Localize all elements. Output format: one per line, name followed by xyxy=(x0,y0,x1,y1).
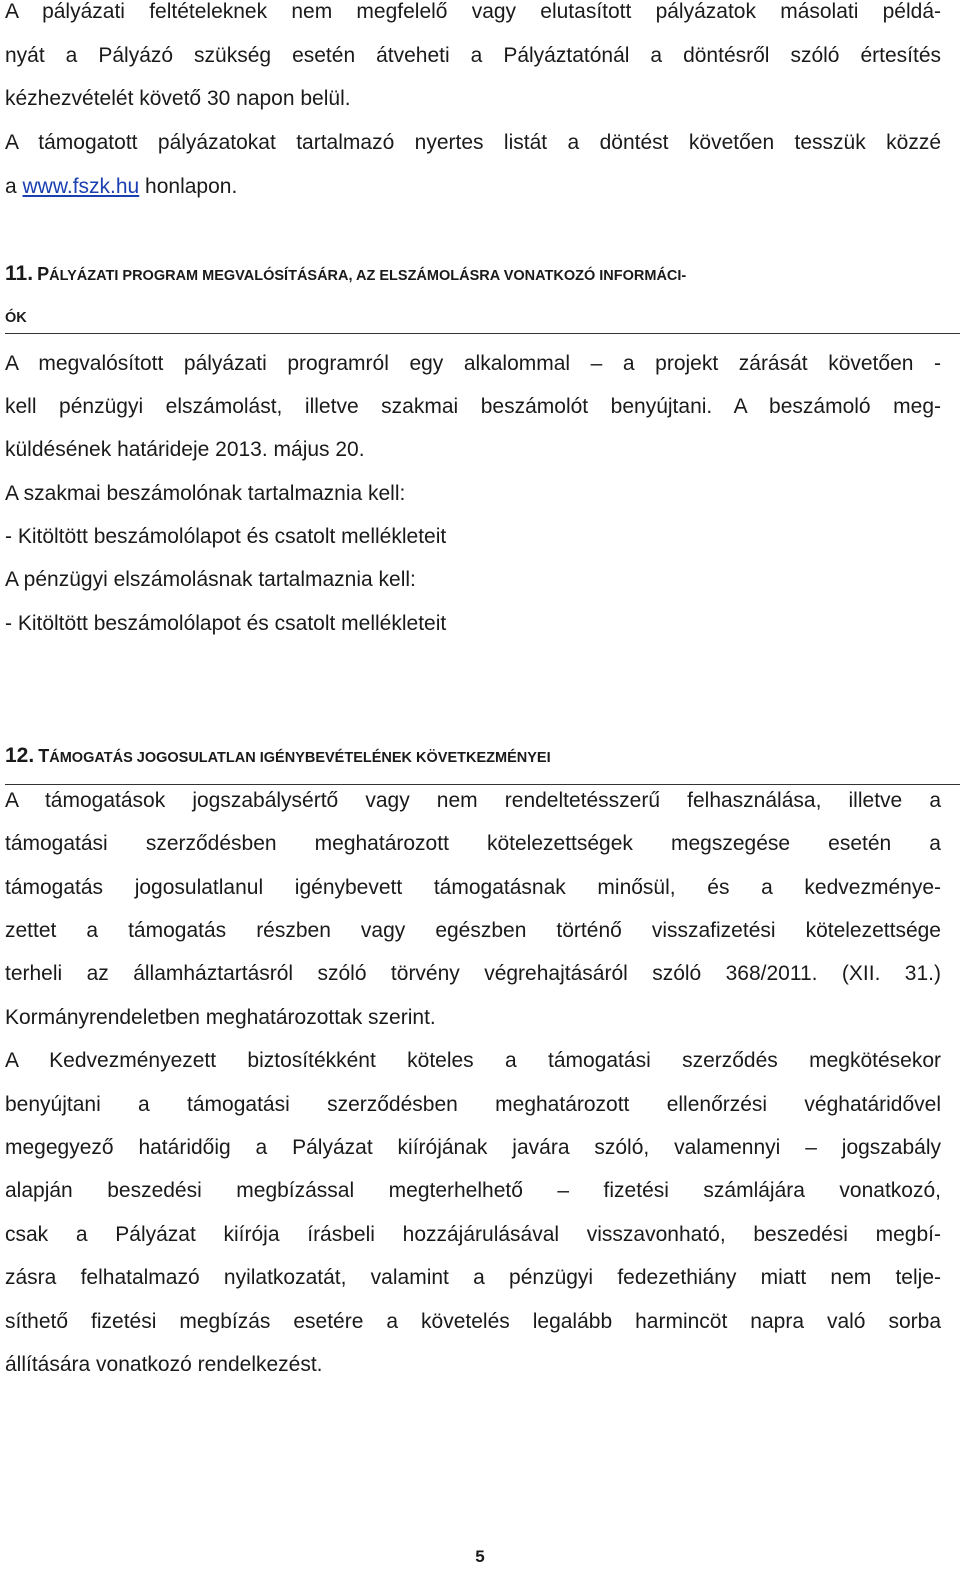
section-12-line: zettet a támogatás részben vagy egészben történő visszafizetési kötelezettsége xyxy=(5,919,941,942)
section-12-line: állítására vonatkozó rendelkezést. xyxy=(5,1353,323,1376)
page-number: 5 xyxy=(475,1547,485,1566)
section-12-divider xyxy=(5,784,960,785)
section-12-number: 12. xyxy=(5,744,35,767)
intro-line-5-suffix: honlapon. xyxy=(139,175,238,198)
section-11-heading-line-2: ÓK xyxy=(5,310,27,326)
intro-line-5-prefix: a xyxy=(5,175,23,198)
section-12-line: terheli az államháztartásról szóló törvény végrehajtásáról szóló 368/2011. (XII. 31.) xyxy=(5,962,941,985)
intro-line-1: A pályázati feltételeknek nem megfelelő vagy elutasított pályázatok másolati példá- xyxy=(5,0,941,23)
section-12-line: zásra felhatalmazó nyilatkozatát, valamint a pénzügyi fedezethiány miatt nem telje- xyxy=(5,1266,941,1289)
section-12-heading xyxy=(5,744,941,770)
section-12-line: megegyező határidőig a Pályázat kiírójának javára szóló, valamennyi – jogszabály xyxy=(5,1136,941,1159)
section-12-line: támogatási szerződésben meghatározott kötelezettségek megszegése esetén a xyxy=(5,832,941,855)
intro-line-2: nyát a Pályázó szükség esetén átveheti a Pályáztatónál a döntésről szóló értesítés xyxy=(5,44,941,67)
section-12-line: alapján beszedési megbízással megterhelhető – fizetési számlájára vonatkozó, xyxy=(5,1179,941,1202)
intro-line-3: kézhezvételét követő 30 napon belül. xyxy=(5,87,351,110)
section-11-title-initial: P xyxy=(37,264,50,284)
fszk-website-link[interactable]: www.fszk.hu xyxy=(22,175,140,198)
section-11-divider xyxy=(5,333,960,334)
section-11-line: küldésének határideje 2013. május 20. xyxy=(5,438,365,461)
section-11-heading xyxy=(5,262,941,288)
section-12-title: ÁMOGATÁS JOGOSULATLAN IGÉNYBEVÉTELÉNEK KÖVETKEZMÉNYEI xyxy=(49,750,551,766)
section-12-line: támogatás jogosulatlanul igénybevett támogatásnak minősül, és a kedvezménye- xyxy=(5,876,941,899)
section-11-line: A megvalósított pályázati programról egy alkalommal – a projekt zárását követően - xyxy=(5,352,941,375)
section-12-line: A támogatások jogszabálysértő vagy nem rendeltetésszerű felhasználása, illetve a xyxy=(5,789,941,812)
section-11-line: A pénzügyi elszámolásnak tartalmaznia kell: xyxy=(5,568,416,591)
section-11-title: ÁLYÁZATI PROGRAM MEGVALÓSÍTÁSÁRA, AZ ELSZÁMOLÁSRA VONATKOZÓ INFORMÁCI- xyxy=(49,268,687,284)
section-11-list-item: - Kitöltött beszámolólapot és csatolt mellékleteit xyxy=(5,612,447,635)
section-11-list-item: - Kitöltött beszámolólapot és csatolt mellékleteit xyxy=(5,525,447,548)
section-11-line: A szakmai beszámolónak tartalmaznia kell: xyxy=(5,482,406,505)
intro-line-5 xyxy=(5,175,941,199)
section-11-line: kell pénzügyi elszámolást, illetve szakmai beszámolót benyújtani. A beszámoló meg- xyxy=(5,395,941,418)
section-12-line: Kormányrendeletben meghatározottak szerint. xyxy=(5,1006,436,1029)
section-12-line: síthető fizetési megbízás esetére a követelés legalább harmincöt napra való sorba xyxy=(5,1310,941,1333)
section-12-title-initial: T xyxy=(38,746,50,766)
intro-line-4: A támogatott pályázatokat tartalmazó nyertes listát a döntést követően tesszük közzé xyxy=(5,131,941,154)
section-11-number: 11. xyxy=(5,262,34,285)
section-12-line: benyújtani a támogatási szerződésben meghatározott ellenőrzési véghatáridővel xyxy=(5,1093,941,1116)
section-12-line: A Kedvezményezett biztosítékként köteles a támogatási szerződés megkötésekor xyxy=(5,1049,941,1072)
section-12-line: csak a Pályázat kiírója írásbeli hozzájárulásával visszavonható, beszedési megbí- xyxy=(5,1223,941,1246)
